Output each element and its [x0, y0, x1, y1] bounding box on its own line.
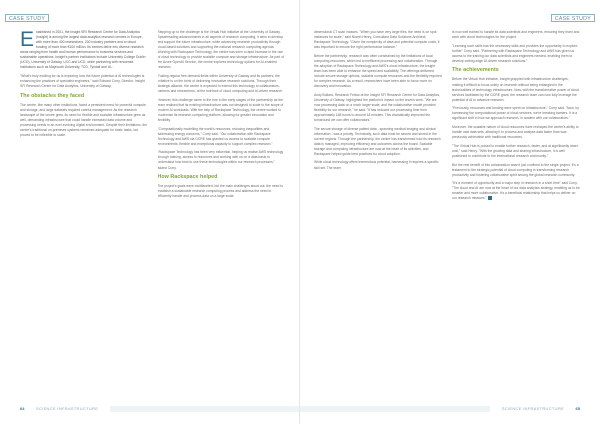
paragraph: Posting regular free demand fields within University of Galway and its partners, the initiative is on the brink of delivering innovative research solutions. Through their strategic alliance, the centre is expected to extend this technology to collaborators, partners and researchers, at the forefront of cloud computing and AI-driven research. — [157, 73, 283, 94]
left-column-2 — [158, 30, 286, 390]
right-column-2 — [452, 30, 580, 390]
right-footer — [300, 406, 600, 412]
right-columns — [314, 30, 580, 390]
closing-text: "It's a moment of opportunity and a major step in research in a short time" said Curry. "The cloud and AI are now at the heart of our data analytics strategy, enabling us to be smarter and more collaborative. It's a beneficial relationship that helps us deliver on our research missions." — [452, 181, 580, 201]
publication-name: SCIENCE INFRASTRUCTURE — [501, 406, 564, 411]
section-heading: The achievements — [452, 67, 499, 74]
right-page — [300, 0, 600, 424]
paragraph: Before the Virtual Hub initiative, Insight grappled with infrastructure challenges, making it difficult to focus solely on research without being entangled in the technicalities of technology infrastructure. Now, with the transformative power of cloud services facilitated by the GCRE grant, the research team can now fully leverage the potential of AI to advance research. — [452, 77, 579, 102]
paragraph: Andy Bullard, Research Fellow at the Insight SFI Research Centre for Data Analytics, University of Galway, highlighted the platform's impact on the team's work. "We are now processing data on a much larger scale, and the collaborative model provides flexibility for our research," he said. "It has reduced our processing time from approximately 168 hours to around 18 minutes. This dramatically improved the turnaround we can offer collaborators." — [314, 92, 441, 122]
paragraph: dimensional CT scan masses. "When you have very large files, the need is on spot instances for scale," said Niamh Henry, Consultant Data Solutions Architect, Rackspace Technology. "Given the complexity of data and potential compute costs, it was important to ensure the right performance balance." — [314, 30, 440, 50]
case-study-tag: CASE STUDY — [5, 14, 49, 22]
paragraph: "What's truly exciting for us is exploring how the future potential of AI technologies is enhancing the practices of specialist engineers," said Edward Curry, Director, Insight SFI Research Centre for Data Analytics, University of Galway. — [20, 73, 145, 89]
page-number: 65 — [575, 406, 580, 411]
left-columns — [20, 30, 285, 390]
footer-bar — [110, 406, 299, 412]
page-number: 64 — [20, 406, 25, 411]
paragraph: The secure storage of diverse patient data - spanning medical imaging and clinical information - was a priority. Technically, such data must be secure and stored in the correct regions. Through the partnership, the centre has transformed how its research data is managed, improving efficiency and outcomes across the board. Scalable storage and computing infrastructure are now at the heart of its activities, and Rackspace helped guide best practices for cloud adoption. — [314, 126, 441, 156]
intro-paragraph — [20, 30, 148, 70]
paragraph — [452, 181, 580, 201]
paragraph: The project's goals were multifaceted, but the main challenges stood out: the need to establish a sustainable research computing process and address the need to efficiently handle and process data on a large scale. — [157, 184, 284, 199]
section-heading: The obstacles they faced — [20, 92, 85, 99]
paragraph: "Computationally modelling the world's resources, reducing inequalities and addressing energy concerns," Curry said. "Our collaboration with Rackspace Technology and AWS via GCRE has granted us access to scalable compute environments, flexible and exceptional capacity to support complex research." — [157, 126, 273, 146]
paragraph: "Previously, resources and funding were spent on infrastructure," Curry said. "Now, by harnessing the computational power of cloud services, we're breaking barriers. It is a significant shift in how we approach research, in tandem with our collaborators." — [452, 106, 579, 121]
paragraph: Before the partnership, research was often constrained by the limitations of local computing resources, which led to inefficient processing and collaboration. Through the adoption of Rackspace Technology and AWS's cloud infrastructure, the Insight team has been able to enhance the speed and scalability. The offerings delivered include secure storage options, scalable compute resources and the flexibility required for complex research. As a result, researchers have been able to focus more on discovery and innovation. — [314, 53, 442, 89]
paragraph: However, this challenge came to the fore in the early stages of the partnership as the team realised that its existing infrastructure was not designed to scale to the scope of modern AI workloads. With the help of Rackspace Technology, the centre worked to modernise its research computing platform, allowing for greater innovation and flexibility. — [157, 97, 284, 122]
intro-text: stablished in 2001, the Insight SRI Research Centre for Data Analytics (Insight) is among the largest data analytics research centres in Europe, with more than 400 researchers, 200 industry partners and a robust funding of more than €100 million. Its centres delve into diverse research areas ranging from health and human performance to business services and sustainable operations. Insight's partner institutions include University College Dublin (UCD), University of Galway, UCC and UCD, while partnering with renowned institutions such as Maynooth University, TCD, Tyndall and UL. — [20, 30, 146, 70]
section-heading: How Rackspace helped — [157, 174, 218, 181]
paragraph: Stepping up to the challenge is the Virtual Hub initiative at the University of Galway. Spearheading advancements in all aspects of research computing, it aims to develop and support the future infrastructure, while advancing research productivity through cloud-based solutions and supporting the national research computing agenda. Working with Rackspace Technology, the centre has seen a rapid increase in the use of cloud technology to provide scalable compute and storage infrastructure. As part of the Azure OpenAI Service, the centre explores technology options for AI-enabled research. — [157, 30, 284, 70]
paragraph: "The Virtual Hub is poised to enable further research, faster, and at significantly lower cost," said Henry. "With the growing data and sharing infrastructure, it is well positioned to contribute to the international research community." — [452, 143, 579, 158]
publication-name: SCIENCE INFRASTRUCTURE — [36, 406, 99, 411]
dropcap: E — [20, 30, 35, 51]
paragraph: But the real benefit of this collaboration wasn't just confined to the single project. It's a testament to the strategic potential of cloud computing in transforming research productivity and fostering collaborative spirit among the global research community. — [452, 162, 579, 177]
footer-bar — [300, 406, 490, 412]
paragraph: The centre, like many other institutions, faced a persistent need for powerful compute and storage, and large datasets required careful management. As the research landscape of the centre grew, its need for flexible and scalable infrastructure grew as well, demanding infrastructure that could handle increased data volume and processing needs in an ever-evolving digital environment. Despite their limitations, the centre's traditional on-premises systems remained adequate for basic tasks, but proved to be inflexible to scale. — [20, 102, 148, 137]
paragraph: "Learning such skills has the necessary skills and provides the opportunity to explore further" Curry said. "Partnering with Rackspace Technology and AWS has given us access to the training our data scientists and engineers needed, enabling them to develop cutting-edge AI-driven research solutions." — [452, 43, 578, 63]
paragraph: Moreover, the scalable nature of cloud resources have reshaped the centre's ability to handle vast data sets, allowing it to process and analyse data faster than was previously achievable with traditional resources. — [452, 125, 579, 140]
left-footer — [0, 406, 299, 412]
right-column-1 — [314, 30, 442, 390]
end-mark-icon — [488, 196, 492, 200]
paragraph: "Rackspace Technology has been very influential, helping us realise AWS technology through training, access to resources and working with us on a data basis to understand how best to use these technologies within our research processes," added Curry. — [157, 150, 284, 170]
case-study-tag: CASE STUDY — [551, 14, 595, 22]
paragraph: is now well trained to handle its data scientists and engineers, ensuring they learn and work with cloud technologies for the project. — [452, 30, 580, 40]
left-column-1 — [20, 30, 148, 390]
paragraph: While cloud technology offers tremendous potential, harnessing it requires a specific skill set. The team — [314, 160, 439, 170]
